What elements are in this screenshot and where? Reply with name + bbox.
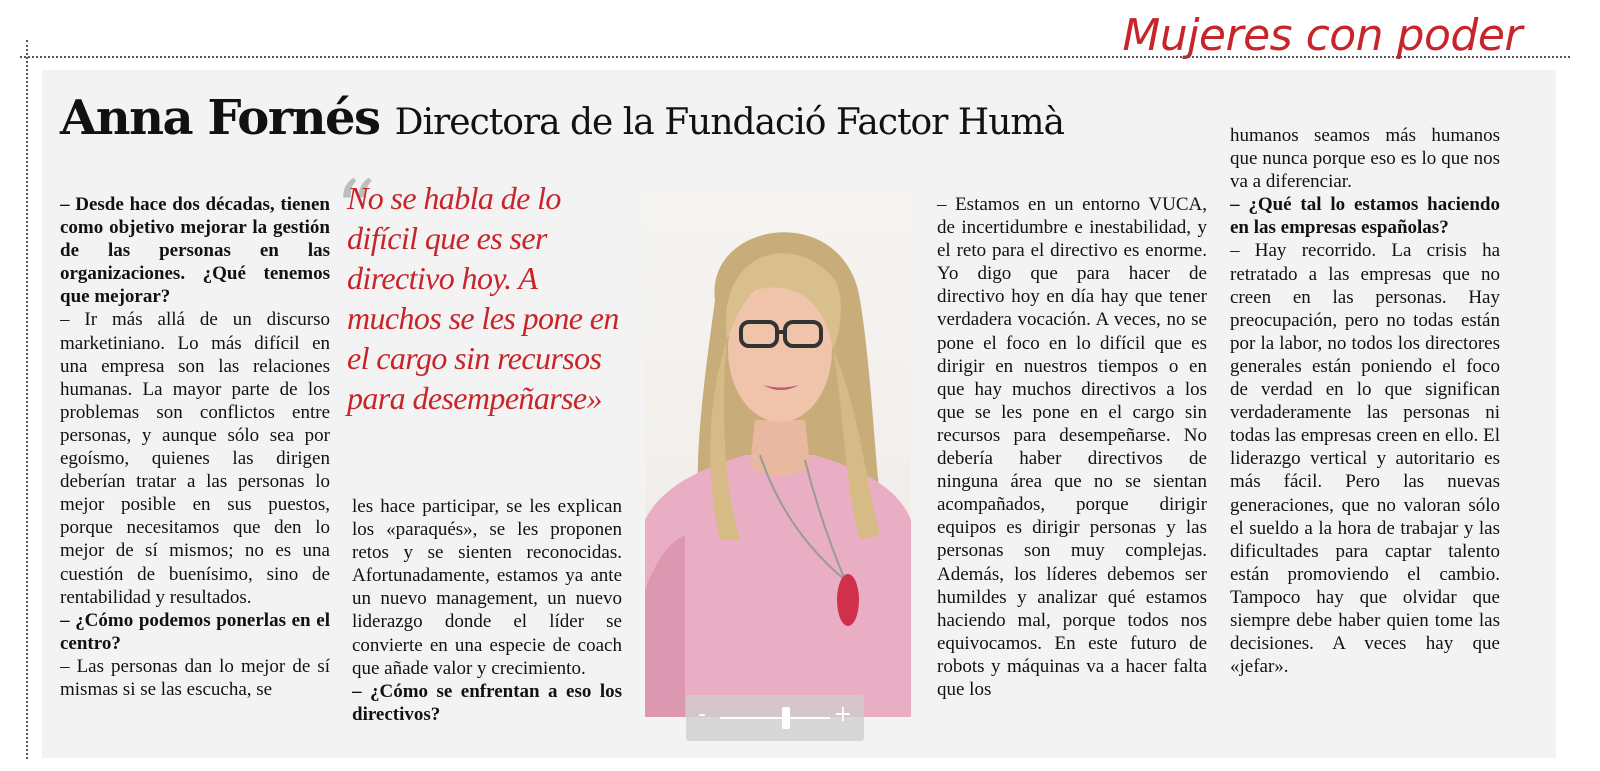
answer-4: – Hay recorrido. La crisis ha retratado a las empresas que no creen en las personas. Hay preocupación, pero no todas están por la labor, no todos los directores generales están poniendo el foco de verdad en lo que significan verdaderamente las personas ni todas las empresas creen en ello. El liderazgo vertical y autoritario es más fácil. Pero las nuevas generaciones, que no valoran sólo el sueldo a la hora de trabajar y las dificultades para captar talento están promoviendo el cambio. Tampoco hay que olvidar que siempre debe haber quien tome las decisiones. A veces hay que «jefar». — [1230, 240, 1500, 678]
article-column-2 — [352, 495, 622, 731]
zoom-control[interactable] — [686, 695, 864, 741]
zoom-in-button[interactable]: + — [833, 702, 852, 727]
quote-mark-icon: “ — [335, 163, 376, 256]
section-title: Mujeres con poder — [1122, 10, 1522, 61]
answer-3-continued: humanos seamos más humanos que nunca porque eso es lo que nos va a diferenciar. — [1230, 125, 1500, 193]
answer-3: – Estamos en un entorno VUCA, de incertidumbre e inestabilidad, y el reto para el directivo es enorme. Yo digo que para hacer de directivo hoy en día hay que tener verdadera vocación. A veces, no se pone el foco en lo difícil que es dirigir en nuestros tiempos o en que hay muchos directivos a los que se les pone en el cargo sin recursos para desempeñarse. No debería haber directivos de ninguna área que no se sientan acompañados, porque dirigir equipos es dirigir personas y las personas son muy complejas. Además, los líderes debemos ser humildes y analizar qué estamos haciendo mal, porque todos nos equivocamos. En este futuro de robots y máquinas va a hacer falta que los — [937, 194, 1207, 700]
dotted-divider-vertical — [26, 40, 28, 759]
question-2: – ¿Cómo podemos ponerlas en el centro? — [60, 609, 330, 654]
article-panel — [42, 70, 1556, 758]
zoom-slider-track[interactable] — [720, 717, 830, 719]
answer-2-continued: les hace participar, se les explican los «paraqués», se les proponen retos y se sienten reconocidas. Afortunadamente, estamos ya ante un nuevo management, un nuevo liderazgo donde el líder se convierte en una especie de coach que añade valor y crecimiento. — [352, 496, 622, 679]
interviewee-name: Anna Fornés — [60, 90, 380, 146]
interviewee-role: Directora de la Fundació Factor Humà — [394, 102, 1064, 143]
zoom-slider-handle[interactable] — [782, 707, 790, 729]
question-4: – ¿Qué tal lo estamos haciendo en las empresas españolas? — [1230, 194, 1500, 239]
article-column-5 — [1230, 124, 1500, 734]
answer-1: – Ir más allá de un discurso marketiniano. Lo más difícil en una empresa son las relaciones humanas. La mayor parte de los problemas son conflictos entre personas, y aunque sólo sea por egoísmo, quienes las dirigen deberían tratar a las personas lo mejor posible en sus puestos, porque necesitamos que den lo mejor de sí mismos; no es una cuestión de buenísimo, sino de rentabilidad y resultados. — [60, 309, 330, 608]
portrait-photo — [645, 190, 911, 717]
zoom-out-button[interactable]: - — [698, 702, 706, 727]
headline — [60, 90, 1064, 146]
article-column-4 — [937, 193, 1207, 733]
answer-2: – Las personas dan lo mejor de sí mismas si se las escucha, se — [60, 655, 330, 700]
dotted-divider-horizontal — [20, 56, 1570, 58]
question-1: – Desde hace dos décadas, tienen como objetivo mejorar la gestión de las personas en las organizaciones. ¿Qué tenemos que mejorar? — [60, 194, 330, 308]
pull-quote: No se habla de lo difícil que es ser directivo hoy. A muchos se les pone en el cargo sin recursos para desempeñarse» — [347, 180, 619, 416]
question-3: – ¿Cómo se enfrentan a eso los directivos? — [352, 680, 622, 725]
article-column-1 — [60, 193, 330, 733]
